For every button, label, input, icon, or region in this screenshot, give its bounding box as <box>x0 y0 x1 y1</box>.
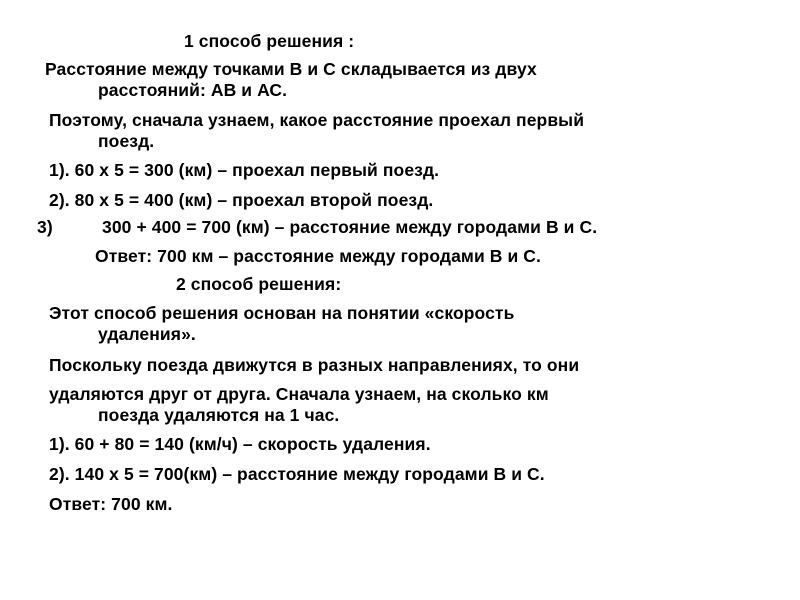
method1-paragraph1-line2: расстояний: АВ и АС. <box>98 80 288 100</box>
method2-answer: Ответ: 700 км. <box>49 494 173 514</box>
method1-step1: 1). 60 х 5 = 300 (км) – проехал первый поезд. <box>49 160 440 180</box>
method1-paragraph1-line1: Расстояние между точками В и С складывается из двух <box>45 59 537 79</box>
method2-heading: 2 способ решения: <box>176 274 342 294</box>
method1-paragraph2-line2: поезд. <box>98 131 155 151</box>
method2-paragraph1-line1: Этот способ решения основан на понятии «скорость <box>49 303 515 323</box>
method1-step3-number: 3) <box>37 217 53 237</box>
method1-step2: 2). 80 х 5 = 400 (км) – проехал второй поезд. <box>49 190 434 210</box>
method2-paragraph2-line3: поезда удаляются на 1 час. <box>98 405 340 425</box>
method2-paragraph2-line1: Поскольку поезда движутся в разных направлениях, то они <box>49 355 580 375</box>
method2-step2: 2). 140 х 5 = 700(км) – расстояние между городами В и С. <box>49 464 545 484</box>
method1-step3-text: 300 + 400 = 700 (км) – расстояние между городами В и С. <box>102 217 598 237</box>
method2-paragraph1-line2: удаления». <box>98 324 196 344</box>
method2-step1: 1). 60 + 80 = 140 (км/ч) – скорость удаления. <box>49 434 431 454</box>
method1-answer: Ответ: 700 км – расстояние между городами В и С. <box>95 246 542 266</box>
method1-heading: 1 способ решения : <box>184 31 355 51</box>
method1-paragraph2-line1: Поэтому, сначала узнаем, какое расстояние проехал первый <box>49 110 585 130</box>
method2-paragraph2-line2: удаляются друг от друга. Сначала узнаем, на сколько км <box>49 384 549 404</box>
